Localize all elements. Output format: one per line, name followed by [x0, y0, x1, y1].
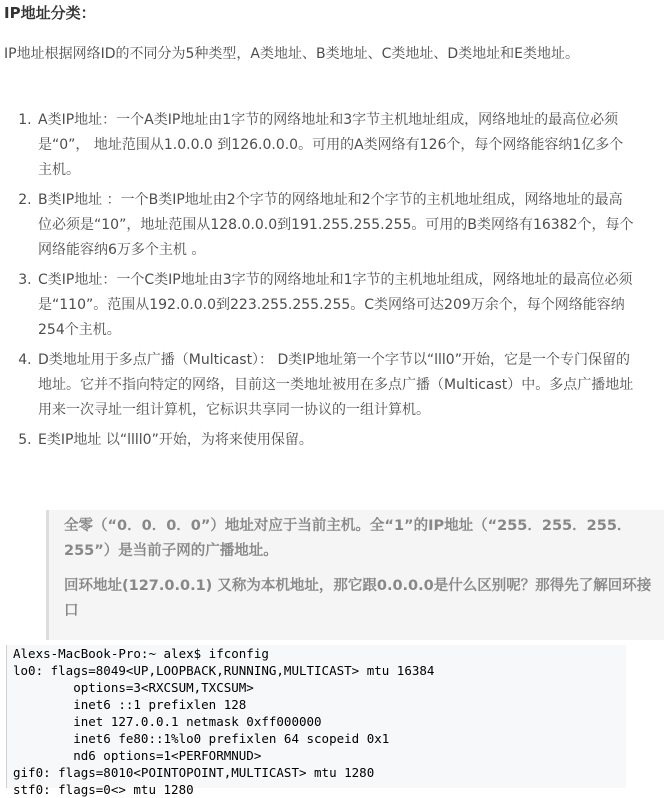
intro-paragraph: IP地址根据网络ID的不同分为5种类型，A类地址、B类地址、C类地址、D类地址和E类地址。	[4, 46, 579, 62]
code-line: gif0: flags=8010<POINTOPOINT,MULTICAST> mtu 1280	[13, 765, 375, 780]
code-line: inet6 fe80::1%lo0 prefixlen 64 scopeid 0x1	[13, 731, 390, 746]
code-line: stf0: flags=0<> mtu 1280	[13, 782, 194, 797]
note-blockquote	[46, 510, 664, 640]
code-line: nd6 options=1<PERFORMNUD>	[13, 748, 262, 763]
note-zero-broadcast: 全零（“0．0．0．0”）地址对应于当前主机。全“1”的IP地址（“255．255．255．255”）是当前子网的广播地址。	[64, 518, 632, 559]
list-item-class-c: 3. C类IP地址：一个C类IP地址由3字节的网络地址和1字节的主机地址组成，网络地址的最高位必须是“110”。范围从192.0.0.0到223.255.255.255。C类网络可达209万余个，每个网络能容纳254个主机。	[36, 268, 636, 343]
list-item-class-a: 1. A类IP地址：一个A类IP地址由1字节的网络地址和3字节主机地址组成，网络地址的最高位必须是“0”， 地址范围从1.0.0.0 到126.0.0.0。可用的A类网络有126个，每个网络能容纳1亿多个主机。	[36, 108, 636, 183]
section-title: IP地址分类：	[4, 4, 96, 22]
code-line: inet 127.0.0.1 netmask 0xff000000	[13, 714, 322, 729]
code-line: lo0: flags=8049<UP,LOOPBACK,RUNNING,MULTICAST> mtu 16384	[13, 663, 435, 678]
code-line: options=3<RXCSUM,TXCSUM>	[13, 680, 254, 695]
code-line: Alexs-MacBook-Pro:~ alex$ ifconfig	[13, 646, 269, 661]
code-line: inet6 ::1 prefixlen 128	[13, 697, 247, 712]
list-item-class-e: 5. E类IP地址 以“llll0”开始，为将来使用保留。	[36, 428, 636, 453]
list-item-class-d: 4. D类地址用于多点广播（Multicast）： D类IP地址第一个字节以“lll0”开始，它是一个专门保留的地址。它并不指向特定的网络，目前这一类地址被用在多点广播（Multicast）中。多点广播地址用来一次寻址一组计算机，它标识共享同一协议的一组计算机。	[36, 348, 636, 423]
ip-class-list	[20, 108, 636, 458]
list-item-class-b: 2. B类IP地址 ：一个B类IP地址由2个字节的网络地址和2个字节的主机地址组成，网络地址的最高位必须是“10”，地址范围从128.0.0.0到191.255.255.255。可用的B类网络有16382个，每个网络能容纳6万多个主机 。	[36, 188, 636, 263]
note-loopback: 回环地址(127.0.0.1) 又称为本机地址，那它跟0.0.0.0是什么区别呢？那得先了解回环接口	[64, 578, 652, 619]
terminal-code-block	[6, 645, 626, 797]
